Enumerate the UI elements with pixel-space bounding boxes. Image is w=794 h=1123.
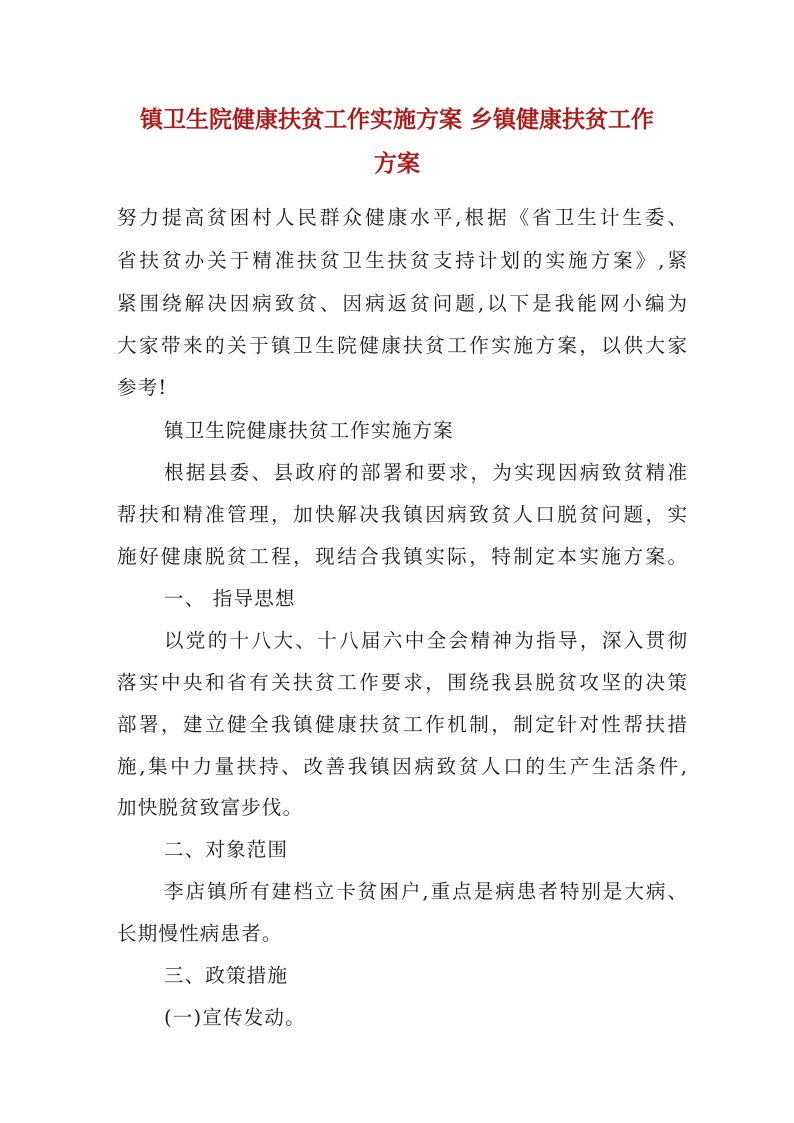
paragraph-line: 大家带来的关于镇卫生院健康扶贫工作实施方案，以供大家: [117, 334, 687, 357]
paragraph-line: 施,集中力量扶持、改善我镇因病致贫人口的生产生活条件,: [117, 755, 687, 778]
paragraph-line: 努力提高贫困村人民群众健康水平,根据《省卫生计生委、: [117, 206, 687, 229]
paragraph-line: 落实中央和省有关扶贫工作要求，围绕我县脱贫攻坚的决策: [117, 671, 687, 694]
title-line-2: 方案: [374, 150, 420, 177]
paragraph-line: 省扶贫办关于精准扶贫卫生扶贫支持计划的实施方案》,紧: [117, 249, 687, 272]
paragraph-line: 长期慢性病患者。: [117, 922, 283, 945]
section-heading: 三、政策措施: [164, 964, 289, 987]
section-heading: 一、 指导思想: [164, 587, 296, 610]
document-title: [100, 98, 694, 186]
subsection-heading: (一)宣传发动。: [164, 1006, 306, 1029]
section-heading: 镇卫生院健康扶贫工作实施方案: [164, 419, 454, 442]
paragraph-line: 紧围绕解决因病致贫、因病返贫问题,以下是我能网小编为: [117, 292, 687, 315]
paragraph-line: 根据县委、县政府的部署和要求，为实现因病致贫精准: [164, 461, 687, 484]
paragraph-line: 帮扶和精准管理，加快解决我镇因病致贫人口脱贫问题，实: [117, 503, 687, 526]
section-heading: 二、对象范围: [164, 838, 289, 861]
paragraph-line: 部署，建立健全我镇健康扶贫工作机制，制定针对性帮扶措: [117, 713, 687, 736]
paragraph-line: 以党的十八大、十八届六中全会精神为指导，深入贯彻: [164, 629, 687, 652]
paragraph-line: 李店镇所有建档立卡贫困户,重点是病患者特别是大病、: [164, 880, 687, 903]
paragraph-line: 施好健康脱贫工程，现结合我镇实际，特制定本实施方案。: [117, 545, 687, 568]
paragraph-line: 参考!: [117, 376, 168, 399]
title-line-1: 镇卫生院健康扶贫工作实施方案 乡镇健康扶贫工作: [139, 106, 654, 133]
paragraph-line: 加快脱贫致富步伐。: [117, 796, 304, 819]
